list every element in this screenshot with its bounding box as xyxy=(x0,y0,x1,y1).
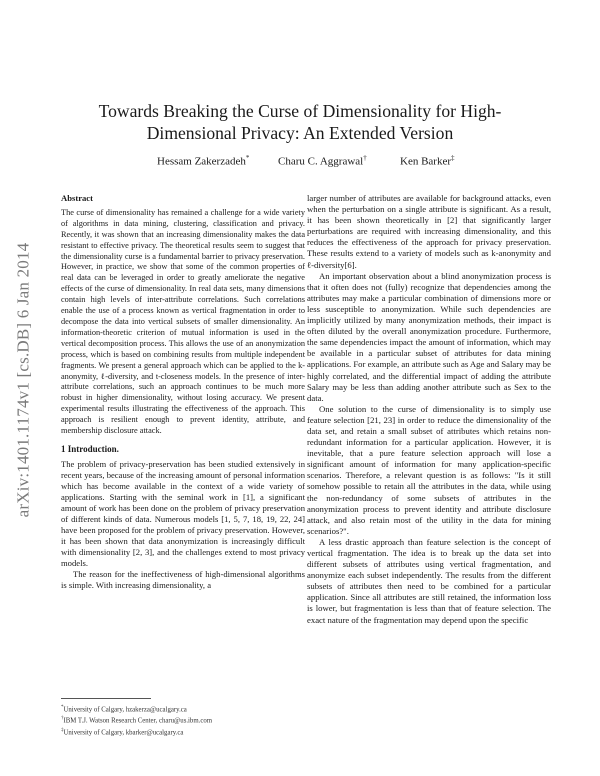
author-list xyxy=(60,154,540,170)
footnote: †IBM T.J. Watson Research Center, charu@us.ibm.com xyxy=(61,716,213,725)
paragraph: An important observation about a blind anonymization process is that it often does not (fully) recognize that dependencies among the attributes may make a particular combination of dimensions more or less susceptible to anonymization. While such dependencies are implicitly utilized by many anonymization methods, their impact is often diluted by the overall anonymization procedure. Furthermore, the same dependencies impact the amount of information, which may be available in a particular subset of attributes for data mining applications. For example, an attribute such as Age and Salary may be highly correlated, and the differential impact of adding the attribute Salary may be less than adding another attribute such as Sex to the data. xyxy=(307,270,551,403)
paragraph: larger number of attributes are available for background attacks, even when the perturbation on a single attribute is significant. As a result, it has been shown theoretically in [2] that significantly larger perturbations are required with increasing dimensionality, and this reduces the effectiveness of the approach for privacy preservation. These results extend to a variety of models such as k-anonymity and ℓ-diversity[6]. xyxy=(307,193,551,270)
footnotes xyxy=(61,698,305,737)
footnote: ‡University of Calgary, kbarker@ucalgary.ca xyxy=(61,727,184,736)
author: Charu C. Aggrawal† xyxy=(278,154,367,168)
right-column xyxy=(307,193,551,626)
abstract-text: The curse of dimensionality has remained a challenge for a wide variety of algorithms in data mining, clustering, classification and privacy. Recently, it was shown that an increasing dimensionality makes the data resistant to effective privacy. The theoretical results seem to suggest that the dimensionality curse is a fundamental barrier to privacy preservation. However, in practice, we show that some of the common properties of real data can be leveraged in order to greatly ameliorate the negative effects of the curse of dimensionality. In real data sets, many dimensions contain high levels of inter-attribute correlations. Such correlations enable the use of a process known as vertical fragmentation in order to decompose the data into vertical subsets of smaller dimensionality. An information-theoretic criterion of mutual information is used in the vertical decomposition process. This allows the use of an anonymization process, which is based on combining results from multiple independent fragments. We present a general approach which can be applied to the k-anonymity, ℓ-diversity, and t-closeness models. In the presence of inter-attribute correlations, such an approach continues to be much more robust in higher dimensionality, without losing accuracy. We present experimental results illustrating the effectiveness of the approach. This approach is resilient enough to prevent identity, attribute, and membership disclosure attack. xyxy=(61,207,305,436)
author: Hessam Zakerzadeh* xyxy=(157,154,250,168)
arxiv-stamp xyxy=(8,190,38,570)
paragraph: A less drastic approach than feature selection is the concept of vertical fragmentation. The idea is to break up the data set into different subsets of attributes using vertical fragmentation, and anonymize each subset independently. The results from the different subsets of attributes then need to be combined for a particular application. Since all attributes are still retained, the information loss is lower, but fragmentation is less than that of feature selection. The exact nature of the fragmentation may depend upon the specific xyxy=(307,536,551,625)
paragraph: One solution to the curse of dimensionality is to simply use feature selection [21, 23] in order to reduce the dimensionality of the data set, and retain a small subset of attributes which retains non-redundant information for a particular application. However, it is inevitable, that a pure feature selection approach will lose a significant amount of information for many application-specific scenarios. Therefore, a relevant question is as follows: "Is it still somehow possible to retain all the attributes in the data, while using the non-redundancy of some subsets of attributes in the anonymization process to prevent identity and attribute disclosure attack, and also retain most of the utility in the data for mining scenarios?". xyxy=(307,403,551,536)
footnote: *University of Calgary, hzakerza@ucalgary.ca xyxy=(61,705,187,714)
paragraph: The reason for the ineffectiveness of high-dimensional algorithms is simple. With increasing dimensionality, a xyxy=(61,568,305,590)
section-heading: 1 Introduction. xyxy=(61,443,119,454)
author: Ken Barker‡ xyxy=(400,154,455,168)
left-column xyxy=(61,193,305,591)
paper-title: Towards Breaking the Curse of Dimensionality for High-Dimensional Privacy: An Extended Version xyxy=(98,101,502,143)
arxiv-id: arXiv:1401.1174v1 [cs.DB] 6 Jan 2014 xyxy=(13,242,33,518)
footnote-rule xyxy=(61,698,151,699)
paragraph: The problem of privacy-preservation has been studied extensively in recent years, because of the increasing amount of personal information which has become available in the context of a wide variety of applications. Starting with the seminal work in [1], a significant amount of work has been done on the problem of privacy preservation of different kinds of data. Numerous models [1, 5, 7, 18, 19, 22, 24] have been proposed for the problem of privacy preservation. However, it has been shown that data anonymization is increasingly difficult with dimensionality [2, 3], and the challenges extend to most privacy models. xyxy=(61,458,305,568)
abstract-heading: Abstract xyxy=(61,193,93,203)
